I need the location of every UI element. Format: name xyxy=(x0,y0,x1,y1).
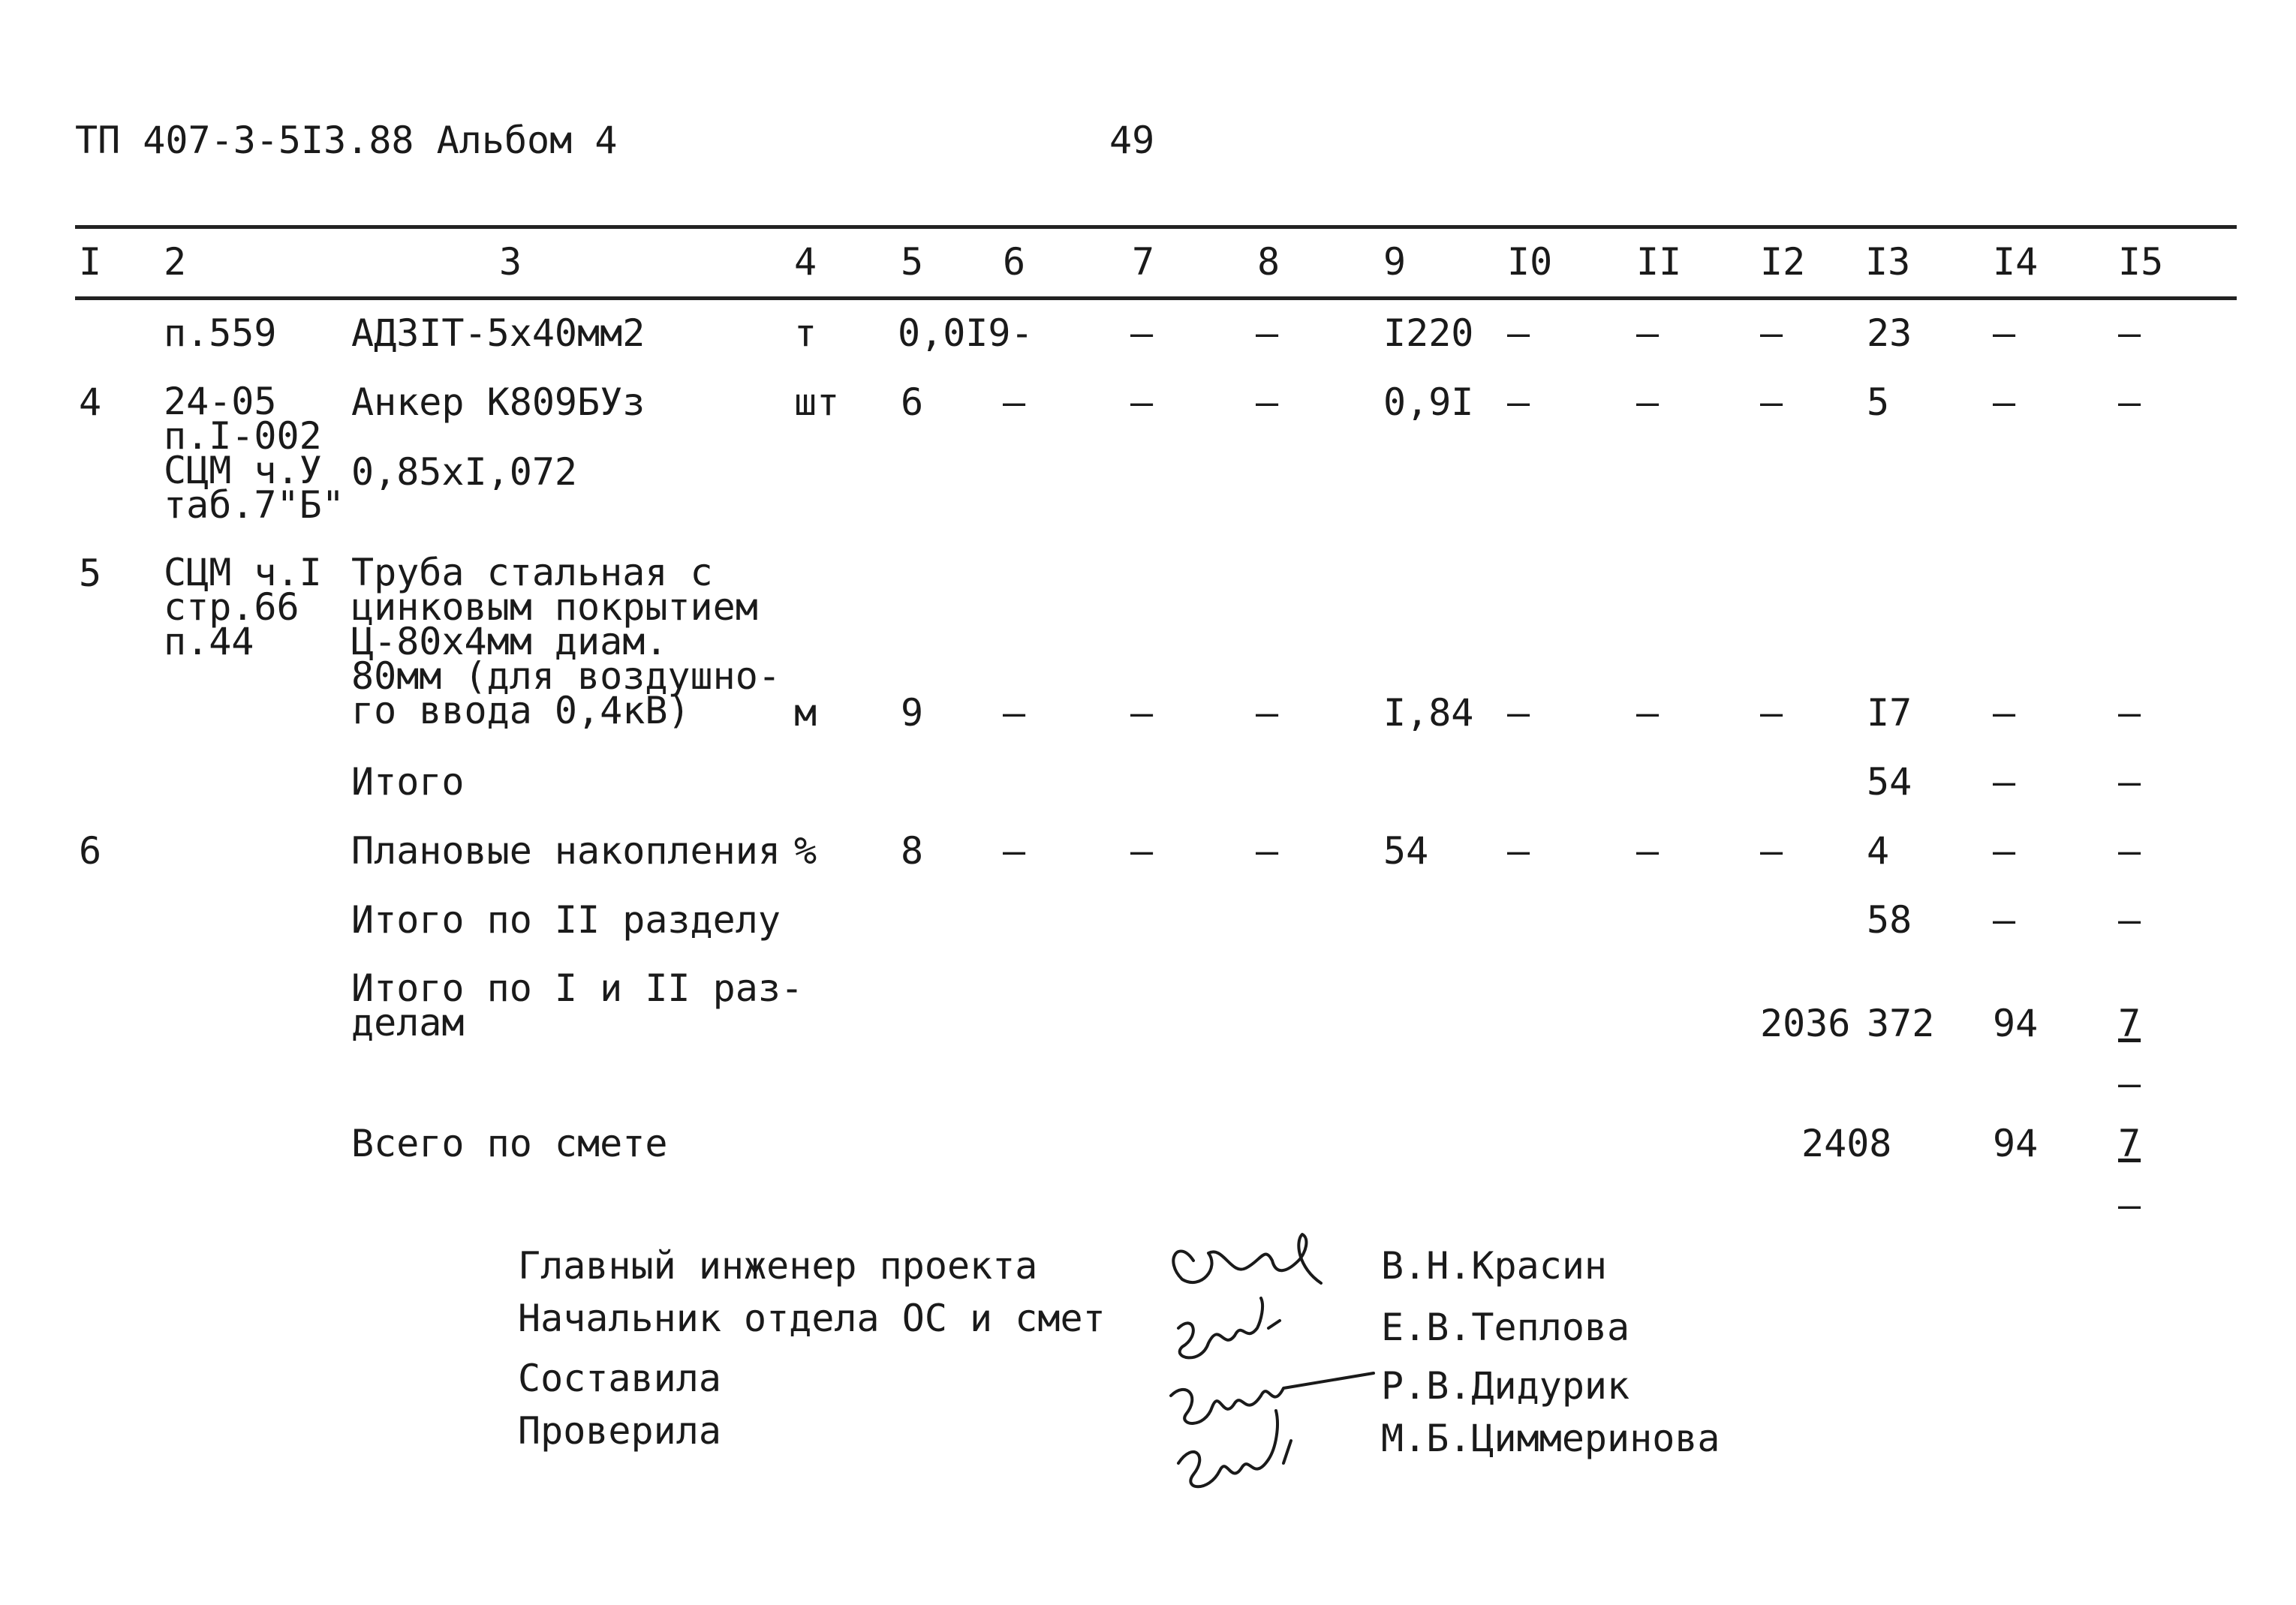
col-header-14: I4 xyxy=(1993,240,2039,284)
row-col14: – xyxy=(1993,380,2016,424)
row-col15: – xyxy=(2118,691,2141,735)
row-ref-line: 24-05 xyxy=(164,380,277,423)
row-col15: 7 xyxy=(2118,1002,2141,1045)
col-header-1: I xyxy=(79,240,102,284)
col-header-10: I0 xyxy=(1507,240,1553,284)
row-col13: I7 xyxy=(1867,691,1912,735)
row-ref-line: таб.7"Б" xyxy=(164,483,345,527)
row-col13: 58 xyxy=(1867,898,1912,942)
row-col15: – xyxy=(2118,760,2141,804)
col-header-9: 9 xyxy=(1383,240,1407,284)
row-name-line: 0,85хI,072 xyxy=(351,450,578,494)
row-col7: – xyxy=(1130,380,1154,424)
row-col15-sub: – xyxy=(2118,1062,2141,1105)
row-name-line: делам xyxy=(351,1001,465,1044)
row-col13: 5 xyxy=(1867,380,1890,424)
col-header-5: 5 xyxy=(901,240,924,284)
row-name-line: Анкер К809БУз xyxy=(351,380,645,424)
row-unit: шт xyxy=(794,380,840,424)
row-col15-sub: – xyxy=(2118,1183,2141,1227)
row-col14: – xyxy=(1993,311,2016,355)
row-col6: – xyxy=(1003,829,1026,873)
row-number: 4 xyxy=(79,380,102,424)
col-header-3: 3 xyxy=(499,240,522,284)
row-name-line: го ввода 0,4кВ) xyxy=(351,689,691,732)
row-col5: 0,0I9- xyxy=(898,311,1034,355)
row-number: 6 xyxy=(79,829,102,873)
row-col12: – xyxy=(1760,829,1783,873)
signatory-name: В.Н.Красин xyxy=(1381,1244,1608,1288)
signatory-name: Р.В.Дидурик xyxy=(1381,1364,1630,1408)
row-name-line: цинковым покрытием xyxy=(351,585,758,629)
row-col13: 372 xyxy=(1867,1002,1935,1045)
signatory-role: Главный инженер проекта xyxy=(518,1244,1038,1288)
row-col14: – xyxy=(1993,829,2016,873)
row-number: 5 xyxy=(79,552,102,595)
signatory-name: М.Б.Циммеринова xyxy=(1381,1417,1720,1460)
row-col9: 54 xyxy=(1383,829,1429,873)
row-col12: – xyxy=(1760,380,1783,424)
row-col15: – xyxy=(2118,311,2141,355)
row-col10: – xyxy=(1507,380,1530,424)
row-name: АДЗIТ-5х40мм2 xyxy=(351,311,645,355)
row-name: Итого по II разделу xyxy=(351,898,781,942)
row-col11: – xyxy=(1636,311,1660,355)
row-col9: I220 xyxy=(1383,311,1474,355)
row-col15: – xyxy=(2118,380,2141,424)
col-header-6: 6 xyxy=(1003,240,1026,284)
row-ref-line: стр.66 xyxy=(164,585,299,629)
row-col15: 7 xyxy=(2118,1122,2141,1165)
row-col7: – xyxy=(1130,829,1154,873)
row-name: Итого xyxy=(351,760,465,804)
row-col15: – xyxy=(2118,829,2141,873)
row-col11: – xyxy=(1636,691,1660,735)
row-col10: – xyxy=(1507,829,1530,873)
row-col14: 94 xyxy=(1993,1122,2039,1165)
row-col14: – xyxy=(1993,760,2016,804)
col-header-7: 7 xyxy=(1132,240,1155,284)
col-header-12: I2 xyxy=(1760,240,1806,284)
col-header-15: I5 xyxy=(2118,240,2164,284)
row-col15: – xyxy=(2118,898,2141,942)
row-unit: % xyxy=(794,829,817,873)
row-unit: м xyxy=(794,691,817,735)
row-col8: – xyxy=(1256,380,1279,424)
row-name-line: 80мм (для воздушно- xyxy=(351,654,781,698)
row-name-line: Ц-80х4мм диам. xyxy=(351,620,668,663)
row-name: Всего по смете xyxy=(351,1122,668,1165)
row-ref: п.559 xyxy=(164,311,277,355)
row-unit: т xyxy=(794,311,817,355)
col-header-4: 4 xyxy=(794,240,817,284)
signatory-role: Составила xyxy=(518,1357,721,1400)
row-name-line: Труба стальная с xyxy=(351,551,713,594)
document-title: ТП 407-3-5I3.88 Альбом 4 xyxy=(75,119,618,162)
row-col14: 94 xyxy=(1993,1002,2039,1045)
row-col5: 8 xyxy=(901,829,924,873)
row-col7: – xyxy=(1130,691,1154,735)
page-number: 49 xyxy=(1109,119,1155,162)
row-col14: – xyxy=(1993,691,2016,735)
col-header-8: 8 xyxy=(1257,240,1280,284)
row-col6: – xyxy=(1003,380,1026,424)
row-col9: I,84 xyxy=(1383,691,1474,735)
signatory-role: Проверила xyxy=(518,1409,721,1453)
col-header-13: I3 xyxy=(1865,240,1911,284)
row-col6: – xyxy=(1003,691,1026,735)
table-top-rule xyxy=(75,225,2237,229)
signatory-name: Е.В.Теплова xyxy=(1381,1306,1630,1349)
row-col13: 23 xyxy=(1867,311,1912,355)
row-col10: – xyxy=(1507,691,1530,735)
row-col12: – xyxy=(1760,691,1783,735)
row-col8: – xyxy=(1256,691,1279,735)
row-ref-line: п.44 xyxy=(164,620,254,663)
row-col7: – xyxy=(1130,311,1154,355)
row-col8: – xyxy=(1256,311,1279,355)
col-header-2: 2 xyxy=(164,240,187,284)
row-col5: 6 xyxy=(901,380,924,424)
grand-total-value: 2408 xyxy=(1801,1122,1892,1165)
row-col13: 54 xyxy=(1867,760,1912,804)
signatory-role: Начальник отдела ОС и смет xyxy=(518,1297,1106,1340)
row-col11: – xyxy=(1636,829,1660,873)
row-ref-line: п.I-002 xyxy=(164,414,322,458)
row-col10: – xyxy=(1507,311,1530,355)
row-col8: – xyxy=(1256,829,1279,873)
row-ref-line: СЦМ ч.I xyxy=(164,551,322,594)
row-col12: 2036 xyxy=(1760,1002,1851,1045)
table-header-rule xyxy=(75,296,2237,300)
row-name-line: Итого по I и II раз- xyxy=(351,966,804,1010)
row-col11: – xyxy=(1636,380,1660,424)
row-col13: 4 xyxy=(1867,829,1890,873)
row-name: Плановые накопления xyxy=(351,829,781,873)
row-ref-line: СЦМ ч.У xyxy=(164,449,322,492)
row-col12: – xyxy=(1760,311,1783,355)
col-header-11: II xyxy=(1636,240,1682,284)
row-col14: – xyxy=(1993,898,2016,942)
handwritten-signatures xyxy=(1148,1216,1389,1501)
row-col9: 0,9I xyxy=(1383,380,1474,424)
row-col5: 9 xyxy=(901,691,924,735)
